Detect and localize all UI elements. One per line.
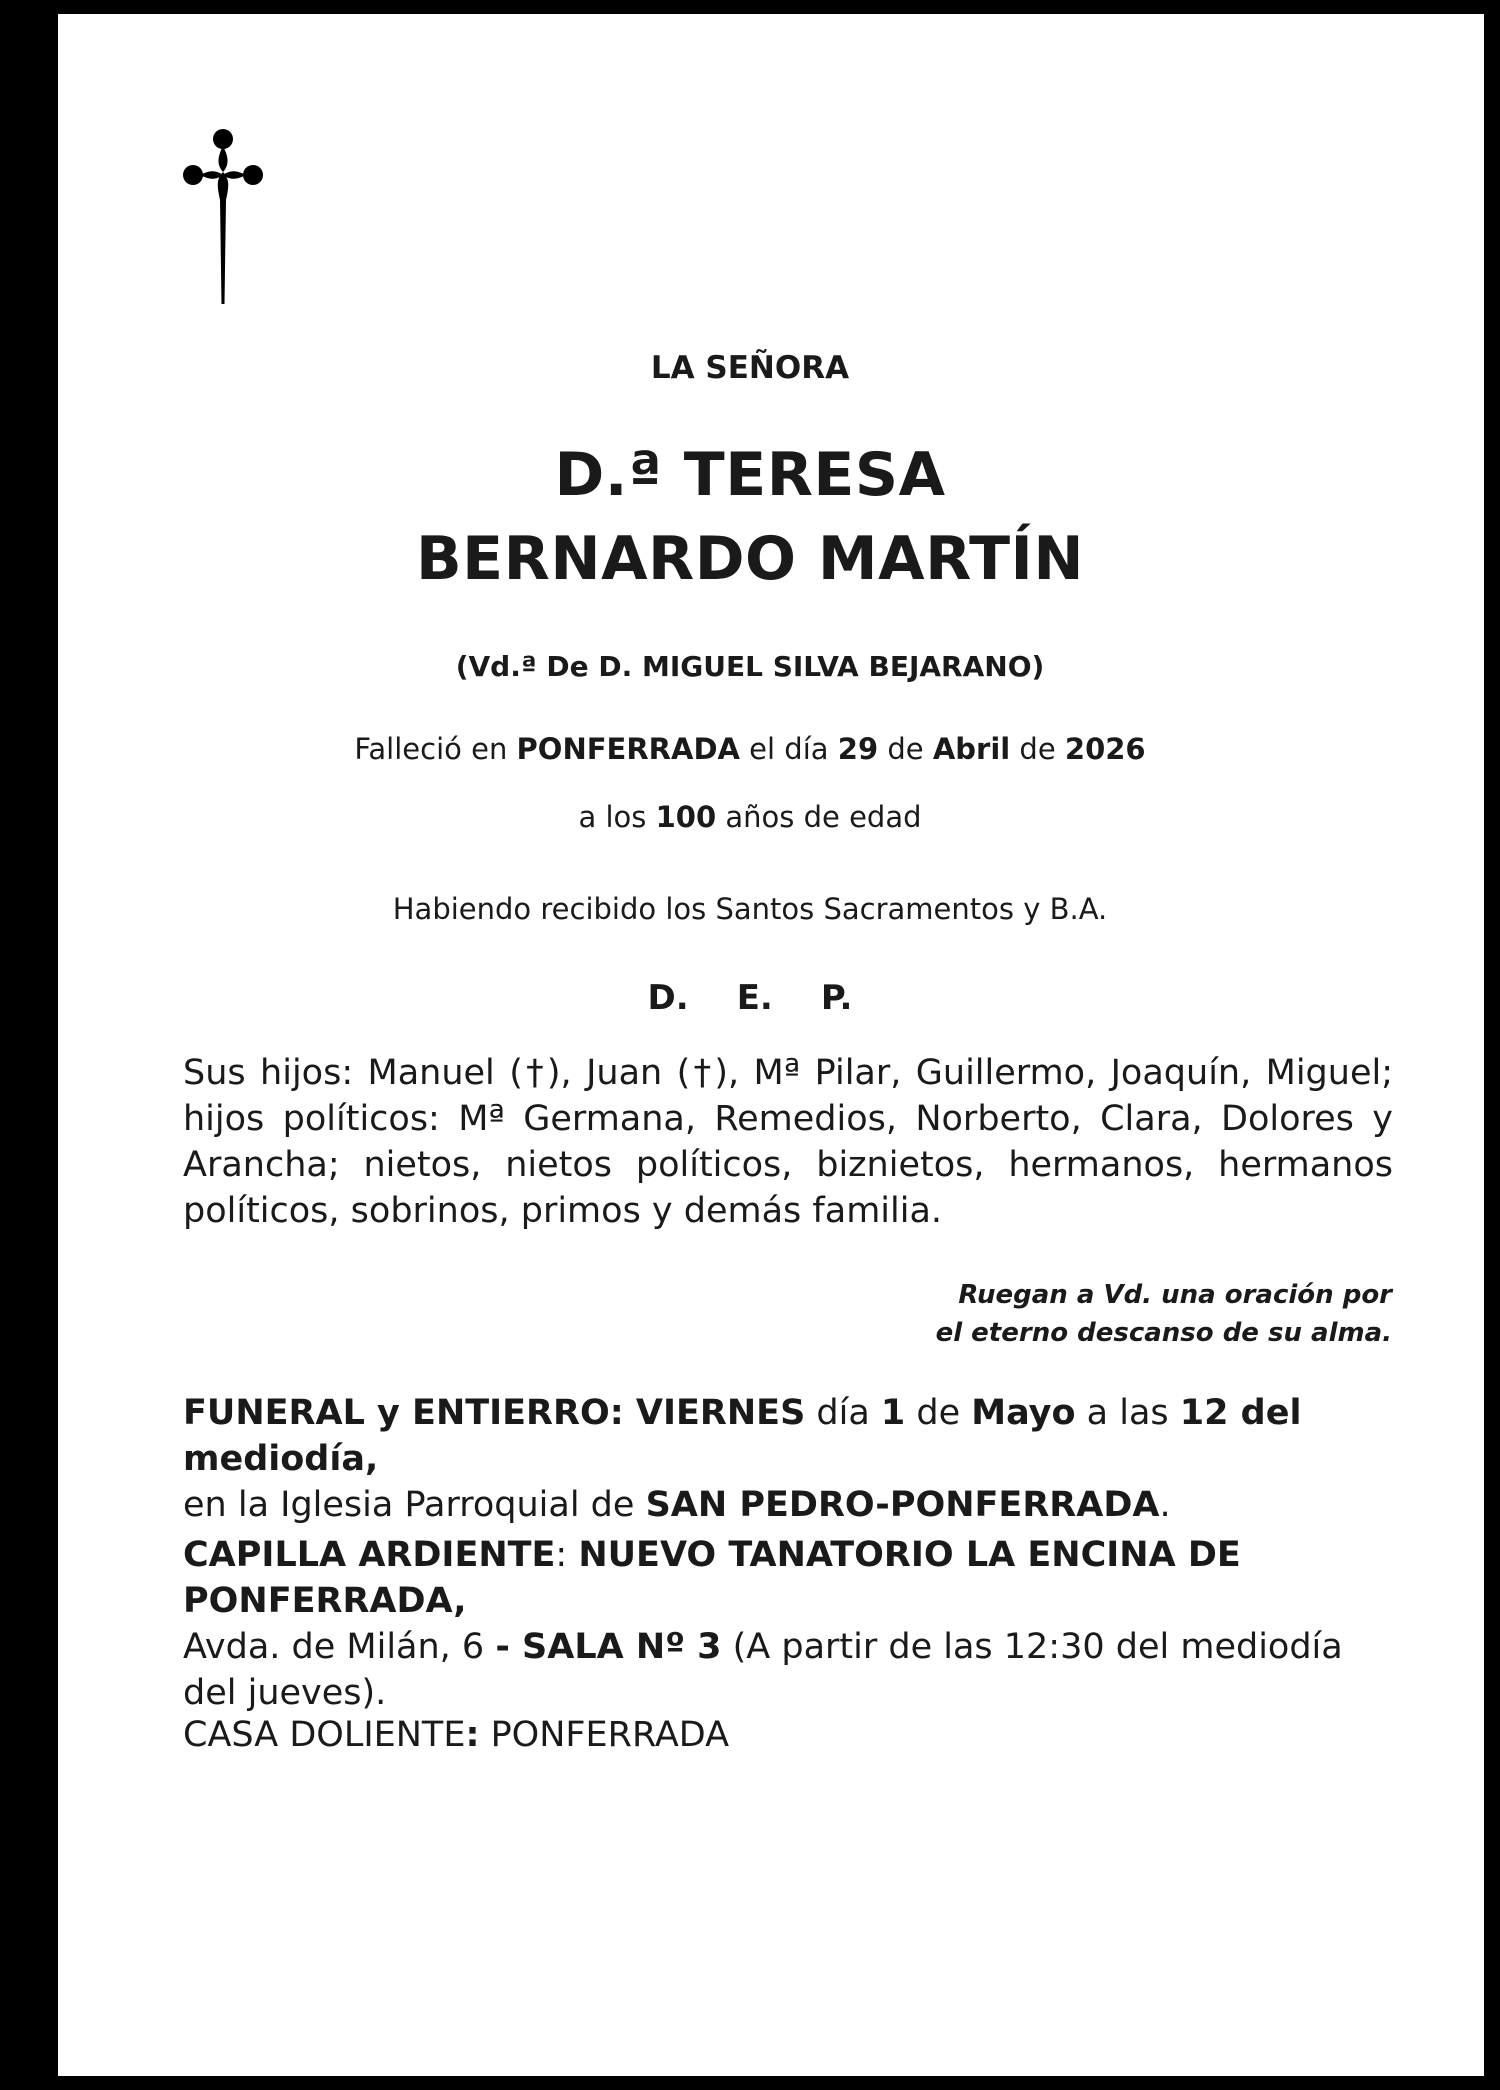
- age-line: [0, 800, 1500, 834]
- capilla-address: Avda. de Milán, 6: [183, 1627, 496, 1667]
- prayer-request: [792, 1276, 1392, 1352]
- casa-text: :: [465, 1715, 480, 1755]
- funeral-text: día: [805, 1393, 881, 1433]
- death-month: Abril: [932, 732, 1011, 766]
- death-text: Falleció en: [354, 732, 517, 766]
- deceased-name-line1: D.ª TERESA: [554, 440, 946, 510]
- casa-doliente-line: [183, 1712, 1403, 1758]
- capilla-text: :: [555, 1535, 579, 1575]
- casa-value: PONFERRADA: [479, 1715, 730, 1755]
- sacraments-line: Habiendo recibido los Santos Sacramentos y B.A.: [392, 892, 1108, 926]
- funeral-month: Mayo: [971, 1393, 1076, 1433]
- dep-letter: E.: [736, 978, 773, 1018]
- capilla-note: (A partir de las 12:30 del mediodía del jueves).: [183, 1627, 1343, 1713]
- funeral-paragraph: [183, 1390, 1403, 1528]
- prayer-line: el eterno descanso de su alma.: [935, 1318, 1392, 1348]
- funeral-text: a las: [1075, 1393, 1180, 1433]
- capilla-room: SALA Nº 3: [522, 1627, 722, 1667]
- death-text: el día: [739, 732, 838, 766]
- death-day: 29: [837, 732, 879, 766]
- funeral-church: SAN PEDRO-PONFERRADA: [645, 1485, 1160, 1525]
- family-paragraph: Sus hijos: Manuel (†), Juan (†), Mª Pilar, Guillermo, Joaquín, Miguel; hijos políticos: Mª Germana, Remedios, Norberto, Clara, Dolores y Arancha; nietos, nietos políticos, biznietos, hermanos, hermanos políticos, sobrinos, primos y demás familia.: [183, 1053, 1393, 1231]
- age-text: a los: [578, 800, 656, 834]
- funeral-text: de: [905, 1393, 972, 1433]
- death-year: 2026: [1064, 732, 1146, 766]
- widow-of: (Vd.ª De D. MIGUEL SILVA BEJARANO): [455, 650, 1045, 683]
- capilla-place: NUEVO TANATORIO LA ENCINA DE PONFERRADA,: [183, 1535, 1241, 1621]
- death-text: de: [1010, 732, 1065, 766]
- death-place: PONFERRADA: [516, 732, 740, 766]
- age-text: años de edad: [716, 800, 922, 834]
- funeral-day: 1: [880, 1393, 906, 1433]
- funeral-text: en la Iglesia Parroquial de: [183, 1485, 646, 1525]
- dep-letter: P.: [820, 978, 853, 1018]
- funeral-text: ,: [364, 1439, 379, 1479]
- death-text: de: [878, 732, 933, 766]
- heading: LA SEÑORA: [650, 350, 850, 386]
- funeral-time: 12 del mediodía: [183, 1393, 1302, 1479]
- deceased-name-line2: BERNARDO MARTÍN: [415, 524, 1085, 594]
- death-line: [0, 732, 1500, 766]
- age-value: 100: [655, 800, 717, 834]
- capilla-label: CAPILLA ARDIENTE: [183, 1535, 556, 1575]
- capilla-paragraph: [183, 1532, 1403, 1716]
- cross-of-santiago-icon: [182, 128, 264, 306]
- dep-line: [0, 978, 1500, 1018]
- prayer-line: Ruegan a Vd. una oración por: [958, 1280, 1392, 1310]
- casa-label: CASA DOLIENTE: [183, 1715, 466, 1755]
- funeral-label: FUNERAL y ENTIERRO: VIERNES: [183, 1393, 806, 1433]
- capilla-text: -: [495, 1627, 523, 1667]
- dep-letter: D.: [647, 978, 689, 1018]
- funeral-text: .: [1159, 1485, 1171, 1525]
